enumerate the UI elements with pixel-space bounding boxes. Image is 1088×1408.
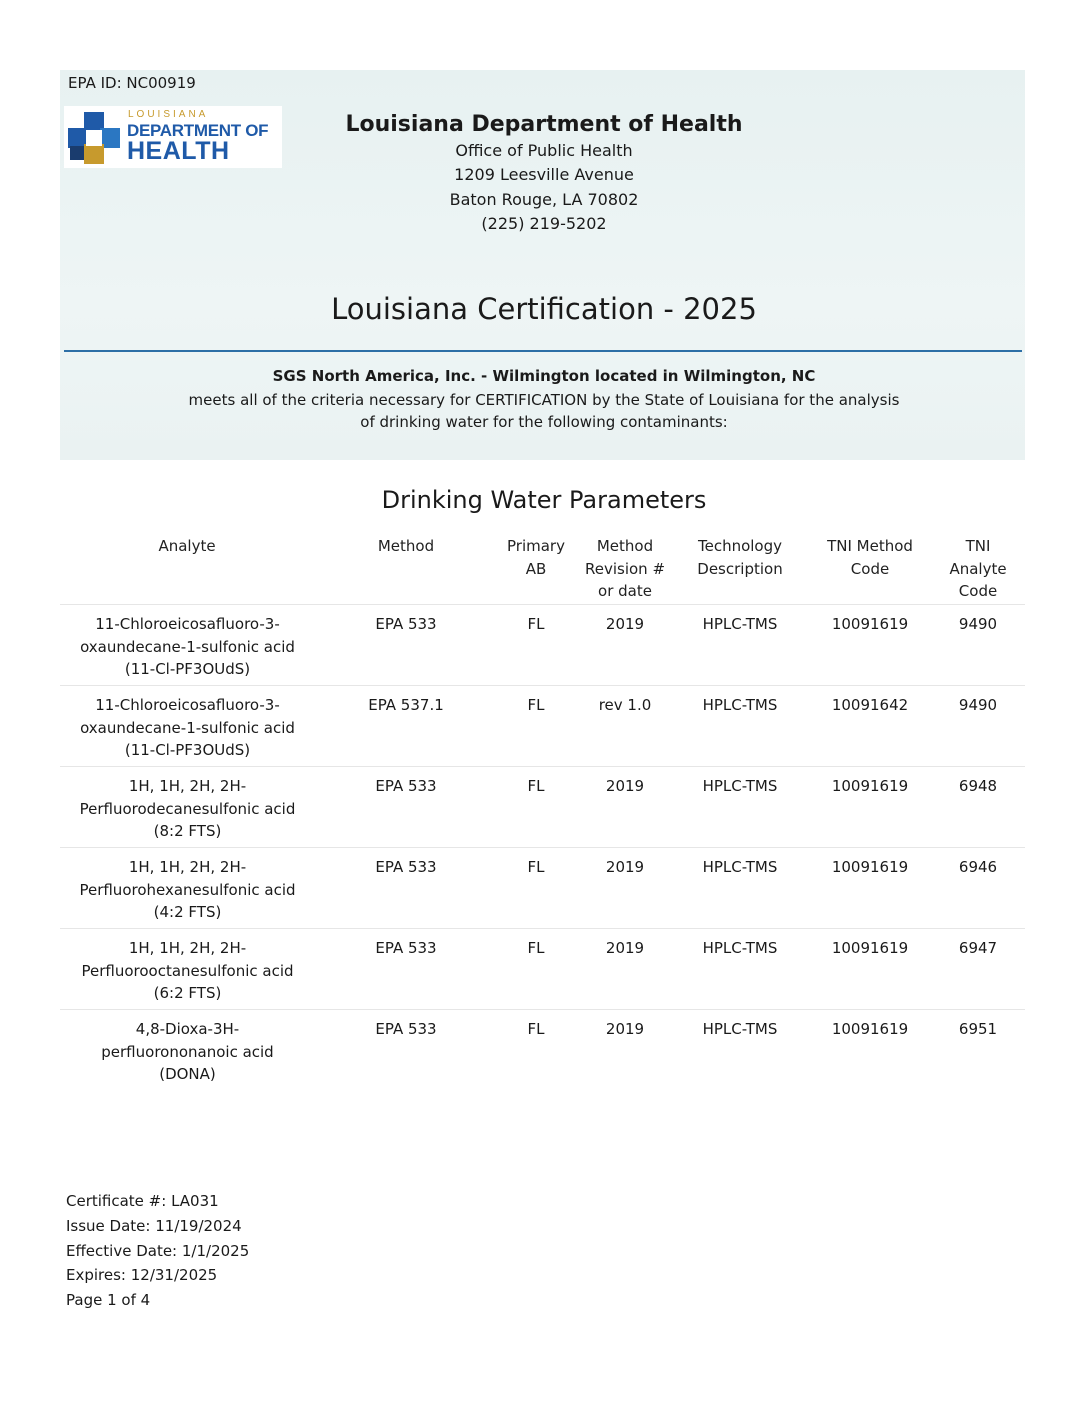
cell-technology: HPLC-TMS — [702, 696, 778, 714]
cell-primary-ab: FL — [527, 696, 545, 714]
cell-tni-analyte: 9490 — [958, 696, 998, 714]
analyte-line: (6:2 FTS) — [153, 984, 222, 1002]
analyte-line: (4:2 FTS) — [153, 903, 222, 921]
header-line: Code — [958, 582, 998, 600]
header-line: Technology — [697, 537, 783, 555]
cell-technology: HPLC-TMS — [702, 615, 778, 633]
analyte-line: Perfluorohexanesulfonic acid — [79, 880, 296, 899]
analyte-line: (DONA) — [159, 1065, 216, 1083]
effective-date: Effective Date: 1/1/2025 — [66, 1241, 250, 1260]
cell-primary-ab: FL — [527, 1020, 545, 1038]
header-line: Description — [697, 559, 783, 578]
cell-primary-ab: FL — [527, 615, 545, 633]
table-row — [60, 766, 1025, 847]
cell-tni-method: 10091642 — [831, 696, 909, 714]
cell-revision: 2019 — [605, 615, 645, 633]
analyte-line: 4,8-Dioxa-3H- — [135, 1020, 240, 1038]
header-line: Analyte — [949, 559, 1007, 578]
cell-tni-method: 10091619 — [831, 777, 909, 795]
header-line: or date — [598, 582, 652, 600]
certificate-number: Certificate #: LA031 — [66, 1192, 219, 1210]
certificate-info — [66, 1189, 249, 1313]
analyte-line: Perfluorooctanesulfonic acid — [81, 961, 294, 980]
analyte-line: 11-Chloroeicosafluoro-3- — [95, 696, 280, 714]
table-row — [60, 685, 1025, 766]
certification-title: Louisiana Certification - 2025 — [331, 292, 757, 326]
table-row — [60, 1009, 1025, 1090]
issue-date: Issue Date: 11/19/2024 — [66, 1216, 242, 1235]
cell-analyte — [60, 937, 315, 1005]
logo-dept-text: DEPARTMENT OF — [127, 121, 269, 140]
agency-phone: (225) 219-5202 — [481, 214, 607, 233]
analyte-line: oxaundecane-1-sulfonic acid — [80, 637, 295, 656]
cell-tni-analyte: 6947 — [958, 939, 998, 957]
cell-method: EPA 537.1 — [368, 696, 444, 714]
agency-address-line1: 1209 Leesville Avenue — [454, 165, 634, 184]
cell-method: EPA 533 — [375, 615, 437, 633]
cell-method: EPA 533 — [375, 1020, 437, 1038]
analyte-line: (8:2 FTS) — [153, 822, 222, 840]
cell-tni-method: 10091619 — [831, 939, 909, 957]
expiration-date: Expires: 12/31/2025 — [66, 1266, 218, 1285]
cell-technology: HPLC-TMS — [702, 858, 778, 876]
col-header-primary-ab — [496, 535, 576, 580]
criteria-statement: meets all of the criteria necessary for CERTIFICATION by the State of Louisiana for the analysis — [188, 391, 900, 409]
header-line: TNI Method — [827, 537, 913, 555]
cell-tni-method: 10091619 — [831, 1020, 909, 1038]
epa-id: EPA ID: NC00919 — [68, 74, 196, 92]
cell-method: EPA 533 — [375, 777, 437, 795]
agency-address-line2: Baton Rouge, LA 70802 — [449, 190, 639, 209]
criteria-statement-cont: of drinking water for the following contaminants: — [360, 413, 728, 431]
cell-revision: rev 1.0 — [598, 696, 652, 714]
cell-method: EPA 533 — [375, 939, 437, 957]
col-header-tni-analyte — [940, 535, 1016, 603]
header-line: Primary — [507, 537, 565, 555]
header-line: Code — [850, 559, 890, 578]
cell-tni-analyte: 6951 — [958, 1020, 998, 1038]
col-header-analyte: Analyte — [158, 537, 216, 555]
cell-tni-analyte: 6948 — [958, 777, 998, 795]
agency-office: Office of Public Health — [455, 141, 633, 160]
cell-technology: HPLC-TMS — [702, 1020, 778, 1038]
cell-analyte — [60, 856, 315, 924]
col-header-tni-method — [810, 535, 930, 580]
header-divider — [64, 350, 1022, 352]
analyte-line: 1H, 1H, 2H, 2H- — [128, 939, 247, 957]
cell-tni-method: 10091619 — [831, 615, 909, 633]
header-line: TNI — [965, 537, 991, 555]
analyte-line: oxaundecane-1-sulfonic acid — [80, 718, 295, 737]
cell-technology: HPLC-TMS — [702, 939, 778, 957]
analyte-line: perfluorononanoic acid — [101, 1042, 274, 1061]
page-number: Page 1 of 4 — [66, 1291, 151, 1310]
cell-primary-ab: FL — [527, 858, 545, 876]
logo-health-text: HEALTH — [127, 137, 230, 165]
cell-revision: 2019 — [605, 777, 645, 795]
col-header-method: Method — [377, 537, 435, 555]
cell-analyte — [60, 1018, 315, 1086]
cell-method: EPA 533 — [375, 858, 437, 876]
table-row — [60, 847, 1025, 928]
cell-analyte — [60, 775, 315, 843]
analyte-line: 11-Chloroeicosafluoro-3- — [95, 615, 280, 633]
cell-revision: 2019 — [605, 939, 645, 957]
header-line: Method — [596, 537, 654, 555]
cell-tni-analyte: 9490 — [958, 615, 998, 633]
cell-tni-analyte: 6946 — [958, 858, 998, 876]
header-line: Revision # — [584, 559, 666, 578]
cell-primary-ab: FL — [527, 939, 545, 957]
logo-state-text: LOUISIANA — [128, 109, 209, 120]
header-line: AB — [525, 559, 547, 578]
cell-revision: 2019 — [605, 858, 645, 876]
analyte-line: 1H, 1H, 2H, 2H- — [128, 777, 247, 795]
analyte-line: Perfluorodecanesulfonic acid — [79, 799, 296, 818]
cell-primary-ab: FL — [527, 777, 545, 795]
analyte-line: 1H, 1H, 2H, 2H- — [128, 858, 247, 876]
agency-name: Louisiana Department of Health — [345, 112, 743, 137]
col-header-revision — [570, 535, 680, 603]
analyte-line: (11-Cl-PF3OUdS) — [124, 741, 251, 759]
cell-analyte — [60, 613, 315, 681]
col-header-technology — [680, 535, 800, 580]
table-row — [60, 604, 1025, 685]
lab-name: SGS North America, Inc. - Wilmington located in Wilmington, NC — [272, 367, 816, 385]
cell-revision: 2019 — [605, 1020, 645, 1038]
cell-analyte — [60, 694, 315, 762]
table-row — [60, 928, 1025, 1009]
analyte-line: (11-Cl-PF3OUdS) — [124, 660, 251, 678]
cell-tni-method: 10091619 — [831, 858, 909, 876]
cell-technology: HPLC-TMS — [702, 777, 778, 795]
section-title: Drinking Water Parameters — [381, 486, 707, 514]
